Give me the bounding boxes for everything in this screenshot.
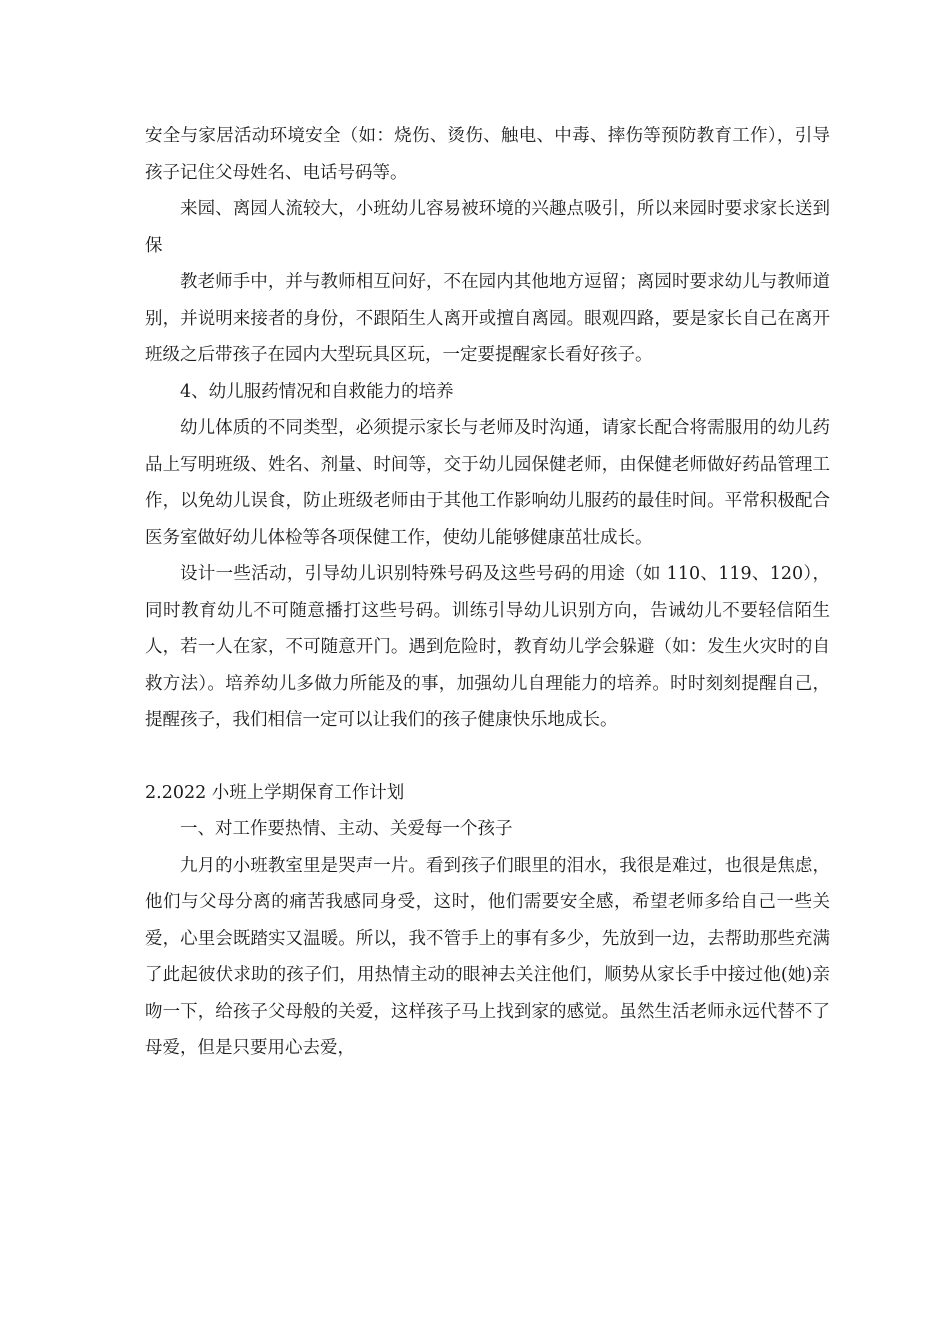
paragraph-medication: 幼儿体质的不同类型，必须提示家长与老师及时沟通，请家长配合将需服用的幼儿药品上写明班级、姓名、剂量、时间等，交于幼儿园保健老师，由保健老师做好药品管理工作，以免幼儿误食，防止班级老师由于其他工作影响幼儿服药的最佳时间。平常积极配合医务室做好幼儿体检等各项保健工作，使幼儿能够健康茁壮成长。 — [145, 418, 830, 548]
section-heading-enthusiasm: 一、对工作要热情、主动、关爱每一个孩子 — [180, 819, 513, 839]
paragraph-safety-continued: 安全与家居活动环境安全（如：烧伤、烫伤、触电、中毒、摔伤等预防教育工作），引导孩子记住父母姓名、电话号码等。 — [145, 126, 830, 183]
paragraph-self-rescue: 设计一些活动，引导幼儿识别特殊号码及这些号码的用途（如 110、119、120），同时教育幼儿不可随意播打这些号码。训练引导幼儿识别方向，告诫幼儿不要轻信陌生人，若一人在家，不可随意开门。遇到危险时，教育幼儿学会躲避（如：发生火灾时的自救方法）。培养幼儿多做力所能及的事，加强幼儿自理能力的培养。时时刻刻提醒自己，提醒孩子，我们相信一定可以让我们的孩子健康快乐地成长。 — [145, 564, 830, 730]
paragraph-arrival-departure: 来园、离园人流较大，小班幼儿容易被环境的兴趣点吸引，所以来园时要求家长送到保 — [145, 199, 830, 256]
section-spacer — [145, 739, 830, 775]
document-page — [145, 118, 830, 1067]
section-heading-medication: 4、幼儿服药情况和自救能力的培养 — [180, 381, 454, 402]
paragraph-teacher-handover: 教老师手中，并与教师相互问好，不在园内其他地方逗留；离园时要求幼儿与教师道别，并说明来接者的身份，不跟陌生人离开或擅自离园。眼观四路，要是家长自己在离开班级之后带孩子在园内大型玩具区玩，一定要提醒家长看好孩子。 — [145, 272, 830, 365]
paragraph-september-class: 九月的小班教室里是哭声一片。看到孩子们眼里的泪水，我很是难过，也很是焦虑，他们与父母分离的痛苦我感同身受，这时，他们需要安全感，希望老师多给自己一些关爱，心里会既踏实又温暖。所以，我不管手上的事有多少，先放到一边，去帮助那些充满了此起彼伏求助的孩子们，用热情主动的眼神去关注他们，顺势从家长手中接过他(她)亲吻一下，给孩子父母般的关爱，这样孩子马上找到家的感觉。虽然生活老师永远代替不了母爱，但是只要用心去爱， — [145, 855, 830, 1058]
document-title-2022-plan: 2.2022 小班上学期保育工作计划 — [145, 782, 405, 803]
